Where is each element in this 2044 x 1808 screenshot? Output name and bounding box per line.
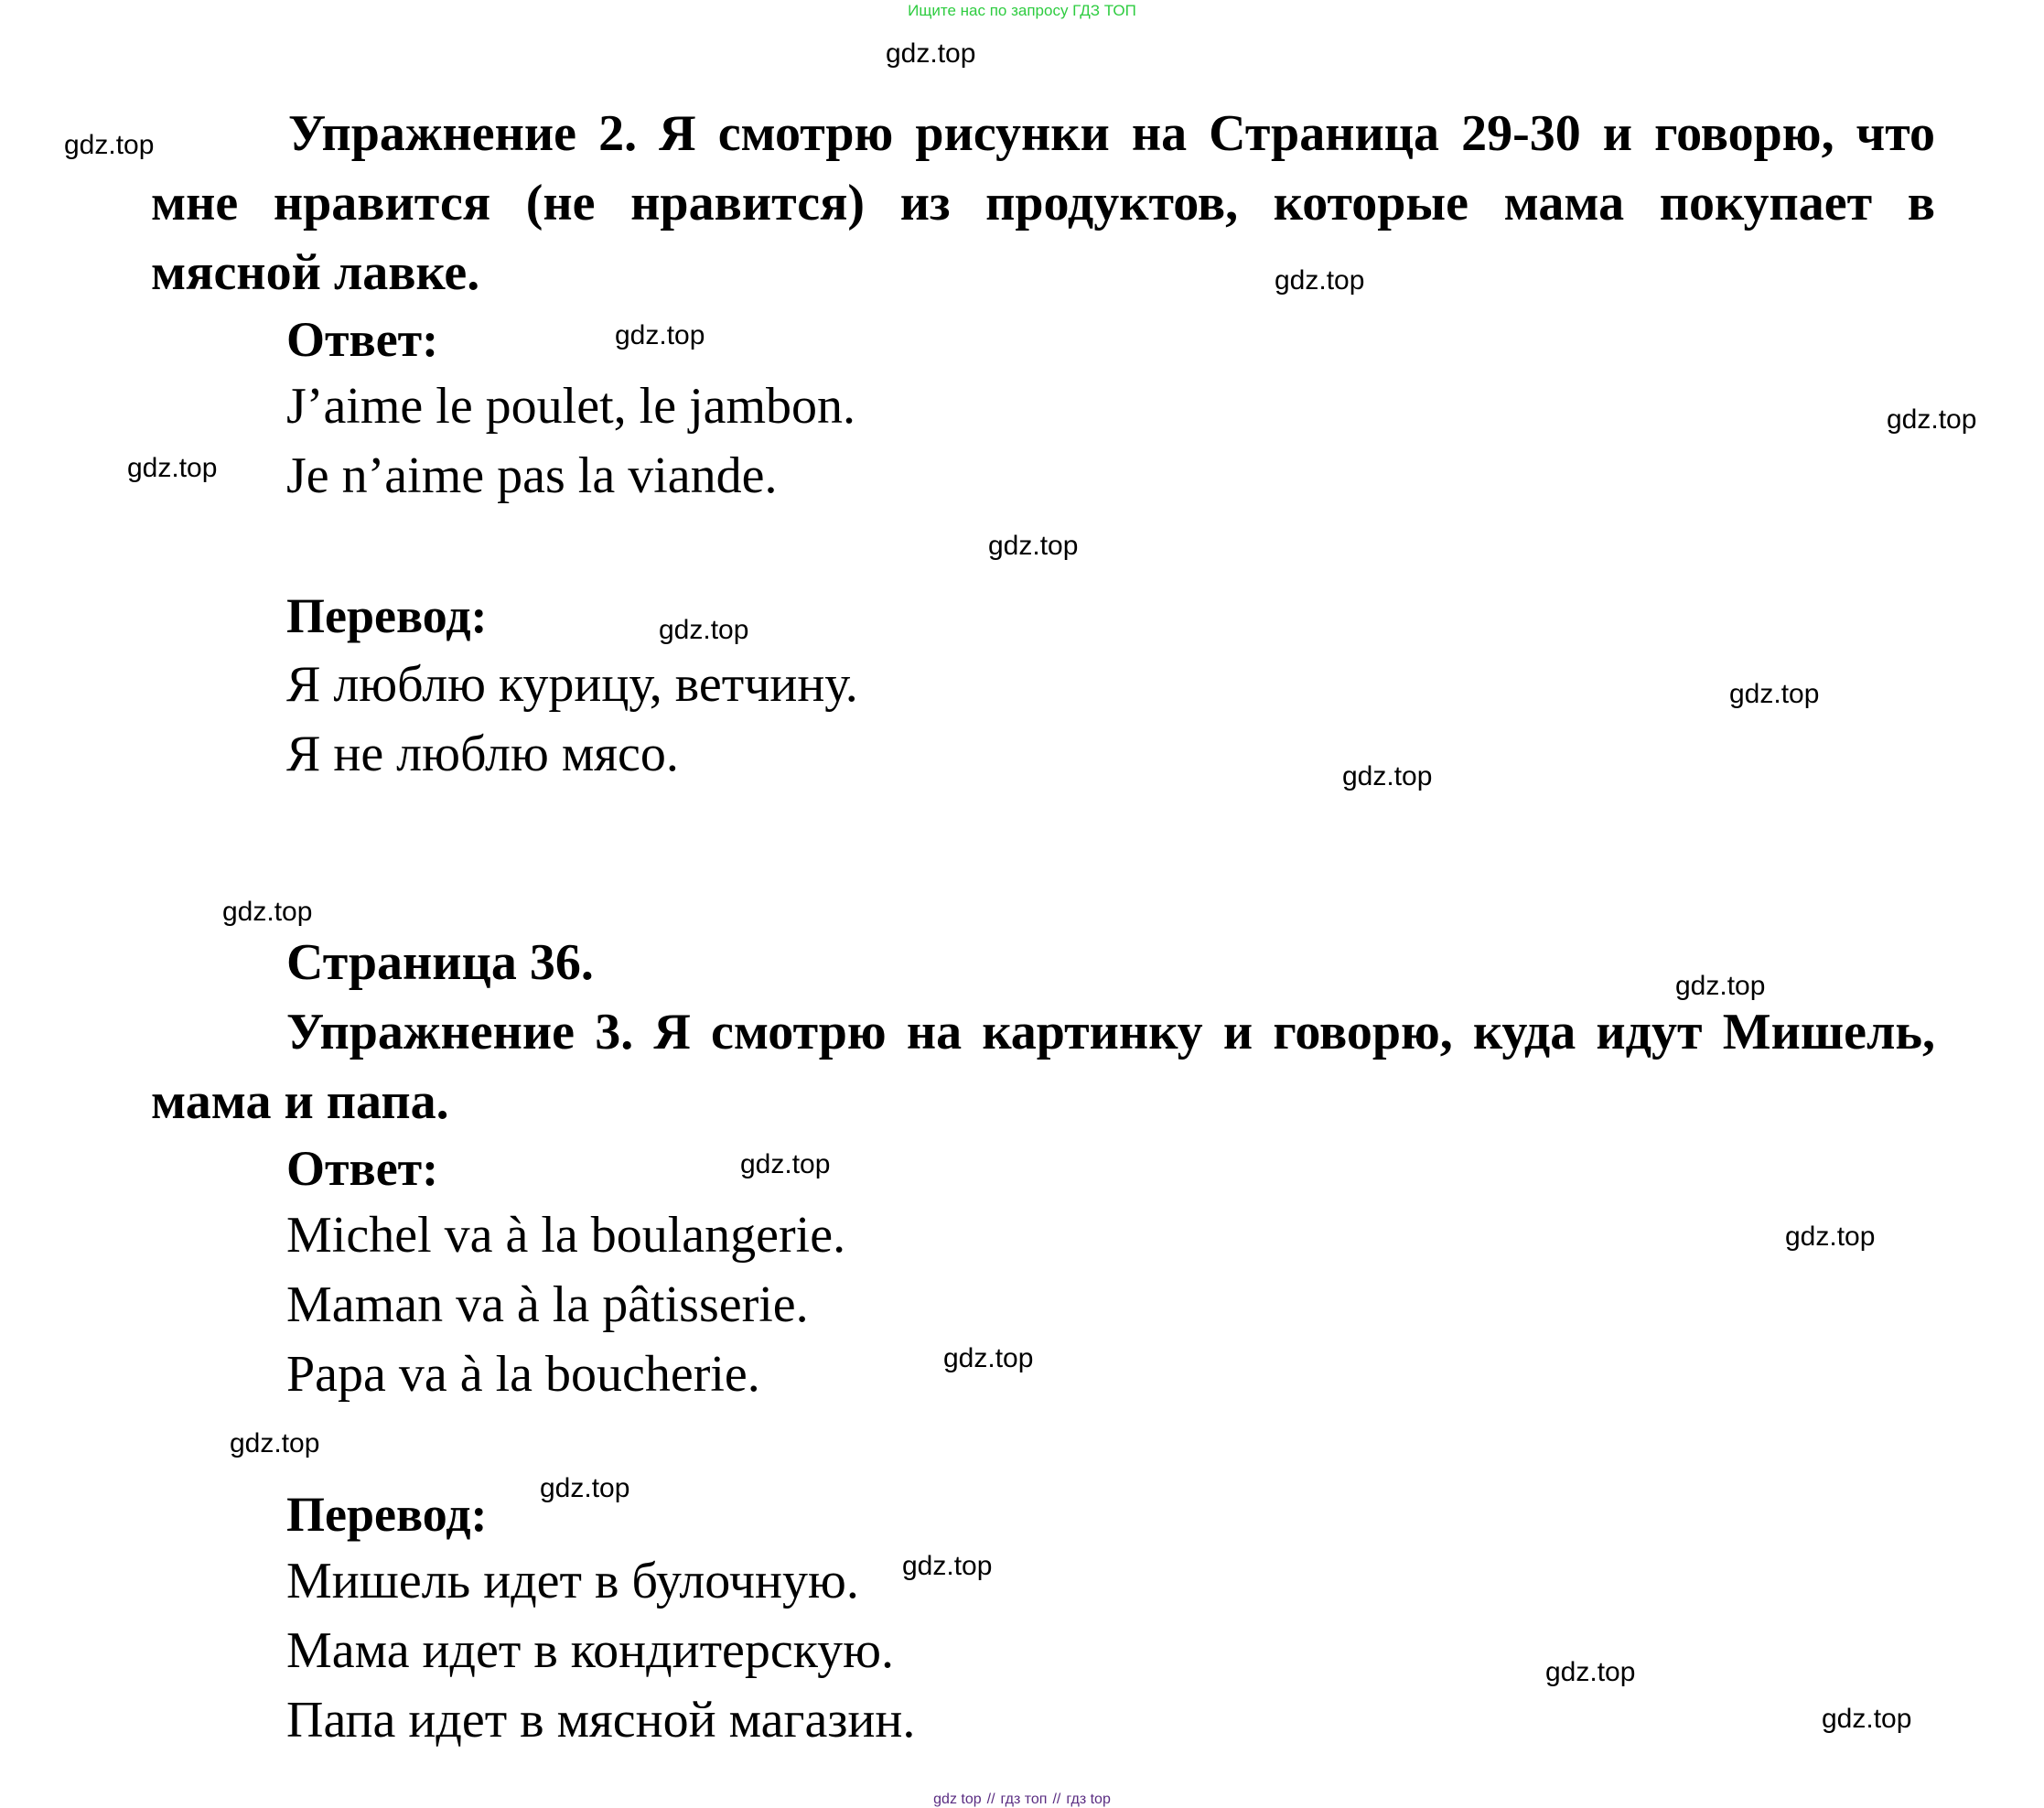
watermark: gdz.top <box>127 453 218 483</box>
exercise3-translation-line-1: Мишель идет в булочную. <box>286 1553 859 1609</box>
watermark: gdz.top <box>1342 761 1433 791</box>
watermark: gdz.top <box>740 1149 831 1179</box>
exercise2-translation-line-2: Я не люблю мясо. <box>286 726 679 782</box>
watermark: gdz.top <box>540 1473 630 1503</box>
exercise3-translation-line-3: Папа идет в мясной магазин. <box>286 1692 916 1749</box>
watermark: gdz.top <box>1275 265 1365 296</box>
exercise2-title-line-3: мясной лавке. <box>151 244 480 301</box>
exercise3-answer-line-3: Papa va à la boucherie. <box>286 1346 760 1403</box>
exercise2-answer-line-1: J’aime le poulet, le jambon. <box>286 378 856 435</box>
watermark: gdz.top <box>615 320 705 350</box>
bottom-links <box>0 1792 2044 1808</box>
exercise2-title-line-2: мне нравится (не нравится) из продуктов, которые мама покупает в <box>151 175 1935 231</box>
exercise3-answer-label: Ответ: <box>286 1141 439 1196</box>
exercise2-translation-line-1: Я люблю курицу, ветчину. <box>286 656 858 713</box>
exercise3-answer-line-2: Maman va à la pâtisserie. <box>286 1276 809 1333</box>
exercise3-answer-line-1: Michel va à la boulangerie. <box>286 1207 846 1264</box>
exercise2-answer-line-2: Je n’aime pas la viande. <box>286 447 778 504</box>
watermark: gdz.top <box>886 38 976 69</box>
watermark: gdz.top <box>64 130 155 160</box>
bottom-link-gdz-top-mixed[interactable]: гдз top <box>1066 1792 1111 1807</box>
bottom-link-gdz-top-cyrillic[interactable]: гдз топ <box>1000 1792 1048 1807</box>
watermark: gdz.top <box>659 615 749 645</box>
watermark: gdz.top <box>1545 1657 1636 1687</box>
exercise2-translation-label: Перевод: <box>286 588 488 643</box>
bottom-separator: // <box>1052 1792 1061 1807</box>
watermark: gdz.top <box>1887 404 1977 435</box>
exercise3-translation-label: Перевод: <box>286 1487 488 1542</box>
watermark: gdz.top <box>1675 971 1766 1001</box>
exercise2-title-line-1: Упражнение 2. Я смотрю рисунки на Страница 29-30 и говорю, что <box>288 105 1935 162</box>
watermark: gdz.top <box>222 897 313 927</box>
page36-label: Страница 36. <box>286 934 594 991</box>
exercise3-title-line-1: Упражнение 3. Я смотрю на картинку и говорю, куда идут Мишель, <box>286 1004 1935 1060</box>
watermark: gdz.top <box>988 531 1079 561</box>
watermark: gdz.top <box>1729 679 1820 709</box>
watermark: gdz.top <box>902 1551 993 1581</box>
exercise2-answer-label: Ответ: <box>286 312 439 367</box>
exercise3-translation-line-2: Мама идет в кондитерскую. <box>286 1622 895 1679</box>
top-banner[interactable]: Ищите нас по запросу ГДЗ ТОП <box>908 2 1136 19</box>
watermark: gdz.top <box>1822 1704 1912 1734</box>
bottom-separator: // <box>986 1792 995 1807</box>
watermark: gdz.top <box>1785 1221 1876 1252</box>
bottom-link-gdz-top[interactable]: gdz top <box>933 1792 982 1807</box>
watermark: gdz.top <box>943 1343 1034 1373</box>
watermark: gdz.top <box>230 1428 320 1458</box>
exercise3-title-line-2: мама и папа. <box>151 1073 449 1130</box>
